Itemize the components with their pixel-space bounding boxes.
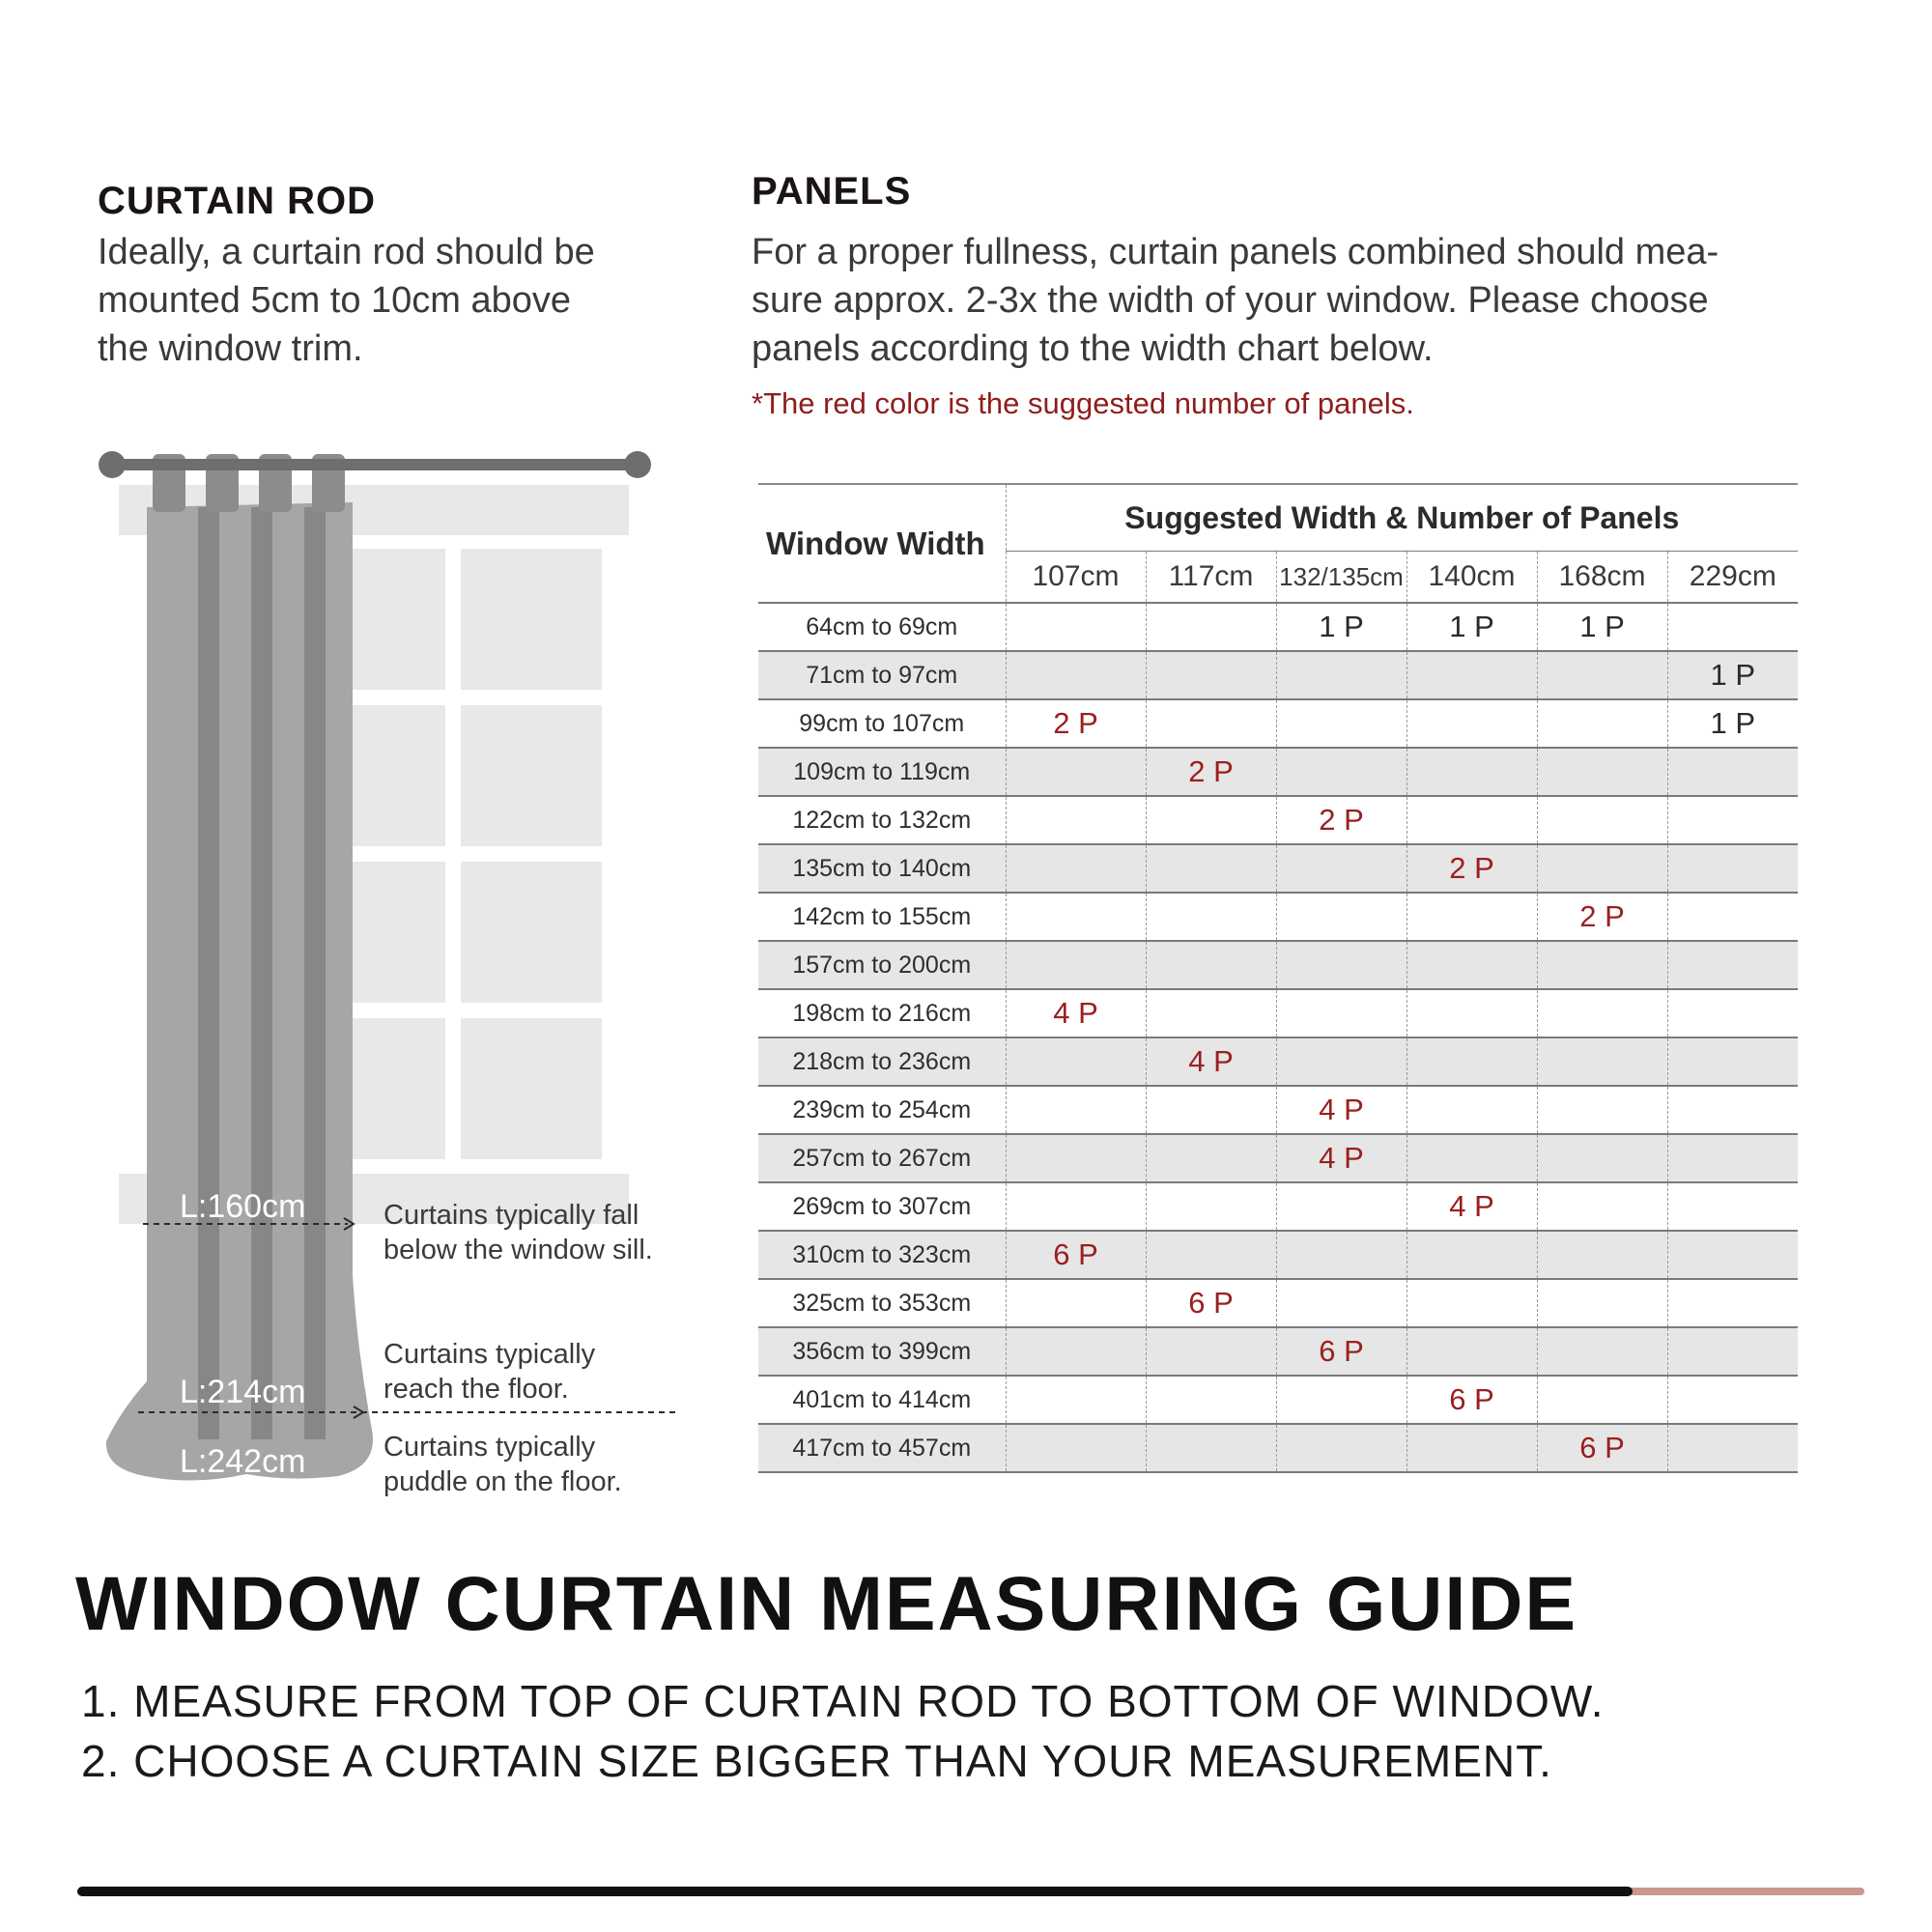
panel-count-cell: [1537, 941, 1667, 989]
panel-count-cell: 1 P: [1276, 603, 1406, 651]
table-row: [758, 1037, 1798, 1086]
table-row: [758, 603, 1798, 651]
panel-count-cell: 2 P: [1276, 796, 1406, 844]
panel-count-cell: [1667, 1279, 1798, 1327]
note-window-sill: [384, 1198, 653, 1267]
panel-count-cell: [1006, 1376, 1146, 1424]
panel-count-cell: [1537, 1037, 1667, 1086]
panel-count-cell: [1146, 893, 1276, 941]
panel-count-cell: [1406, 699, 1537, 748]
panel-count-cell: [1667, 796, 1798, 844]
guide-step: 2. CHOOSE A CURTAIN SIZE BIGGER THAN YOUR MEASUREMENT.: [81, 1736, 1552, 1786]
table-row: [758, 1327, 1798, 1376]
note-line: puddle on the floor.: [384, 1466, 622, 1497]
panel-count-cell: [1006, 1327, 1146, 1376]
panel-count-cell: [1006, 1134, 1146, 1182]
panel-count-cell: [1667, 844, 1798, 893]
table-row: [758, 1182, 1798, 1231]
panel-count-cell: [1276, 844, 1406, 893]
width-chart-body: [758, 603, 1798, 1472]
table-row: [758, 989, 1798, 1037]
panel-count-cell: 1 P: [1406, 603, 1537, 651]
window-width-range: 122cm to 132cm: [758, 796, 1006, 844]
panel-count-cell: [1006, 1182, 1146, 1231]
panel-count-cell: 2 P: [1146, 748, 1276, 796]
progress-fill: [77, 1887, 1633, 1896]
table-row: [758, 651, 1798, 699]
panel-count-cell: [1537, 651, 1667, 699]
panel-count-cell: [1537, 1376, 1667, 1424]
panel-count-cell: [1667, 1424, 1798, 1472]
panel-count-cell: [1276, 1231, 1406, 1279]
panel-count-cell: [1146, 603, 1276, 651]
table-row: [758, 1086, 1798, 1134]
window-pane: [461, 1018, 602, 1159]
panel-count-cell: [1276, 941, 1406, 989]
panel-count-cell: [1667, 1376, 1798, 1424]
table-row: [758, 893, 1798, 941]
panel-count-cell: 4 P: [1406, 1182, 1537, 1231]
window-pane: [461, 705, 602, 846]
panel-count-cell: [1667, 748, 1798, 796]
window-width-range: 356cm to 399cm: [758, 1327, 1006, 1376]
width-chart-table: [758, 483, 1798, 1473]
panel-count-cell: [1406, 1037, 1537, 1086]
panel-count-cell: [1146, 1086, 1276, 1134]
suggested-width-header: Suggested Width & Number of Panels: [1006, 484, 1798, 552]
panel-count-cell: [1006, 1037, 1146, 1086]
panel-count-cell: [1146, 1376, 1276, 1424]
panel-count-cell: [1006, 748, 1146, 796]
note-puddle-floor: [384, 1430, 622, 1499]
panel-count-cell: [1006, 603, 1146, 651]
panel-count-cell: [1406, 748, 1537, 796]
column-header: 168cm: [1537, 552, 1667, 604]
panel-count-cell: [1406, 989, 1537, 1037]
window-pane: [461, 549, 602, 690]
window-width-range: 310cm to 323cm: [758, 1231, 1006, 1279]
panels-line: sure approx. 2-3x the width of your window. Please choose: [752, 280, 1709, 321]
panel-count-cell: [1146, 989, 1276, 1037]
panel-count-cell: [1667, 1086, 1798, 1134]
column-header: 229cm: [1667, 552, 1798, 604]
window-width-range: 401cm to 414cm: [758, 1376, 1006, 1424]
window-width-header: Window Width: [758, 484, 1006, 603]
table-row: [758, 1231, 1798, 1279]
panel-count-cell: 1 P: [1667, 699, 1798, 748]
panel-count-cell: [1667, 941, 1798, 989]
panel-count-cell: [1667, 1182, 1798, 1231]
panel-count-cell: 6 P: [1406, 1376, 1537, 1424]
length-label-160: L:160cm: [180, 1188, 306, 1225]
window-width-range: 239cm to 254cm: [758, 1086, 1006, 1134]
panel-count-cell: [1406, 1134, 1537, 1182]
note-line: Curtains typically fall: [384, 1200, 639, 1231]
panel-count-cell: 1 P: [1537, 603, 1667, 651]
table-row: [758, 1424, 1798, 1472]
panel-count-cell: [1537, 1134, 1667, 1182]
panel-count-cell: [1146, 1182, 1276, 1231]
column-header: 107cm: [1032, 560, 1120, 592]
table-row: [758, 1134, 1798, 1182]
panel-count-cell: [1406, 796, 1537, 844]
panel-count-cell: 4 P: [1276, 1086, 1406, 1134]
panel-count-cell: [1406, 1279, 1537, 1327]
panel-count-cell: 1 P: [1667, 651, 1798, 699]
panel-count-cell: [1537, 844, 1667, 893]
column-header: 132/135cm: [1276, 552, 1406, 604]
panel-count-cell: [1146, 941, 1276, 989]
panel-count-cell: 6 P: [1146, 1279, 1276, 1327]
panel-count-cell: [1006, 844, 1146, 893]
panel-count-cell: [1406, 1424, 1537, 1472]
panel-count-cell: 2 P: [1537, 893, 1667, 941]
panel-count-cell: 4 P: [1053, 996, 1098, 1030]
window-width-range: 142cm to 155cm: [758, 893, 1006, 941]
panel-count-cell: [1276, 651, 1406, 699]
panel-count-cell: 6 P: [1537, 1424, 1667, 1472]
panel-count-cell: [1667, 1037, 1798, 1086]
curtain-rod-description: [98, 228, 677, 373]
panel-count-cell: [1537, 699, 1667, 748]
note-line: reach the floor.: [384, 1374, 569, 1405]
panels-description: [752, 228, 1814, 373]
window-width-range: 135cm to 140cm: [758, 844, 1006, 893]
panel-count-cell: [1667, 989, 1798, 1037]
panel-count-cell: [1276, 1037, 1406, 1086]
window-pane: [461, 862, 602, 1003]
panels-line: For a proper fullness, curtain panels combined should mea-: [752, 232, 1719, 272]
panel-count-cell: [1146, 1424, 1276, 1472]
panel-count-cell: [1276, 1279, 1406, 1327]
panels-title: PANELS: [752, 170, 912, 213]
table-row: [758, 941, 1798, 989]
window-width-range: 417cm to 457cm: [758, 1424, 1006, 1472]
panel-count-cell: 6 P: [1053, 1237, 1098, 1271]
window-width-range: 325cm to 353cm: [758, 1279, 1006, 1327]
panel-count-cell: [1006, 1424, 1146, 1472]
panel-count-cell: [1276, 748, 1406, 796]
panel-count-cell: 4 P: [1276, 1134, 1406, 1182]
column-header: 140cm: [1406, 552, 1537, 604]
table-row: [758, 844, 1798, 893]
panel-count-cell: 6 P: [1276, 1327, 1406, 1376]
panel-count-cell: [1537, 1327, 1667, 1376]
panel-count-cell: [1146, 796, 1276, 844]
panel-count-cell: [1146, 699, 1276, 748]
panel-count-cell: 2 P: [1053, 706, 1098, 740]
window-width-range: 109cm to 119cm: [758, 748, 1006, 796]
panel-count-cell: [1537, 796, 1667, 844]
window-width-range: 218cm to 236cm: [758, 1037, 1006, 1086]
length-label-214: L:214cm: [180, 1374, 306, 1410]
note-reach-floor: [384, 1337, 595, 1406]
panel-count-cell: [1537, 1279, 1667, 1327]
length-label-242: L:242cm: [180, 1443, 306, 1480]
panel-count-cell: [1537, 748, 1667, 796]
curtain-panel: [106, 454, 373, 1481]
panel-count-cell: [1006, 1086, 1146, 1134]
panel-count-cell: [1667, 893, 1798, 941]
panel-count-cell: [1146, 1327, 1276, 1376]
curtain-rod-line: mounted 5cm to 10cm above: [98, 280, 572, 321]
panel-count-cell: [1006, 651, 1146, 699]
panel-count-cell: [1276, 699, 1406, 748]
window-width-range: 269cm to 307cm: [758, 1182, 1006, 1231]
panel-count-cell: [1006, 796, 1146, 844]
panel-count-cell: [1537, 1182, 1667, 1231]
window-width-range: 99cm to 107cm: [758, 699, 1006, 748]
table-row: [758, 796, 1798, 844]
curtain-rod-line: Ideally, a curtain rod should be: [98, 232, 595, 272]
panel-count-cell: [1667, 1327, 1798, 1376]
panel-count-cell: [1406, 1086, 1537, 1134]
note-line: below the window sill.: [384, 1235, 653, 1265]
panel-count-cell: [1146, 1231, 1276, 1279]
panel-count-cell: [1276, 893, 1406, 941]
panel-count-cell: [1537, 1086, 1667, 1134]
panel-count-cell: [1146, 1134, 1276, 1182]
guide-steps: [81, 1671, 1605, 1791]
panel-count-cell: [1006, 941, 1146, 989]
curtain-rod-line: the window trim.: [98, 328, 363, 369]
panel-count-cell: [1537, 1231, 1667, 1279]
panel-count-cell: [1406, 1327, 1537, 1376]
panel-count-cell: [1006, 893, 1146, 941]
panel-count-cell: [1006, 1279, 1146, 1327]
guide-title: WINDOW CURTAIN MEASURING GUIDE: [75, 1560, 1578, 1646]
note-line: Curtains typically: [384, 1432, 596, 1463]
table-row: [758, 748, 1798, 796]
panel-count-cell: [1276, 1376, 1406, 1424]
note-line: Curtains typically: [384, 1339, 596, 1370]
width-chart: [758, 483, 1798, 1473]
progress-bar: [77, 1887, 1864, 1896]
panels-line: panels according to the width chart below.: [752, 328, 1434, 369]
panel-count-cell: [1276, 1182, 1406, 1231]
table-row: [758, 1376, 1798, 1424]
panel-count-cell: [1276, 1424, 1406, 1472]
panel-count-cell: [1146, 844, 1276, 893]
panel-count-cell: [1146, 651, 1276, 699]
window-width-range: 71cm to 97cm: [758, 651, 1006, 699]
window-width-range: 64cm to 69cm: [758, 603, 1006, 651]
panel-count-cell: 4 P: [1146, 1037, 1276, 1086]
panel-count-cell: [1667, 603, 1798, 651]
panel-count-cell: [1406, 893, 1537, 941]
panel-count-cell: [1406, 651, 1537, 699]
panel-count-cell: [1276, 989, 1406, 1037]
panel-count-cell: [1667, 1231, 1798, 1279]
red-color-note: *The red color is the suggested number of panels.: [752, 386, 1414, 420]
table-row: [758, 1279, 1798, 1327]
panel-count-cell: [1406, 941, 1537, 989]
column-header: 117cm: [1146, 552, 1276, 604]
panel-count-cell: 2 P: [1406, 844, 1537, 893]
window-width-range: 198cm to 216cm: [758, 989, 1006, 1037]
guide-step: 1. MEASURE FROM TOP OF CURTAIN ROD TO BOTTOM OF WINDOW.: [81, 1676, 1605, 1726]
panel-count-cell: [1406, 1231, 1537, 1279]
table-row: [758, 699, 1798, 748]
panel-count-cell: [1537, 989, 1667, 1037]
panel-count-cell: [1667, 1134, 1798, 1182]
curtain-rod-title: CURTAIN ROD: [98, 180, 377, 222]
window-width-range: 257cm to 267cm: [758, 1134, 1006, 1182]
window-width-range: 157cm to 200cm: [758, 941, 1006, 989]
